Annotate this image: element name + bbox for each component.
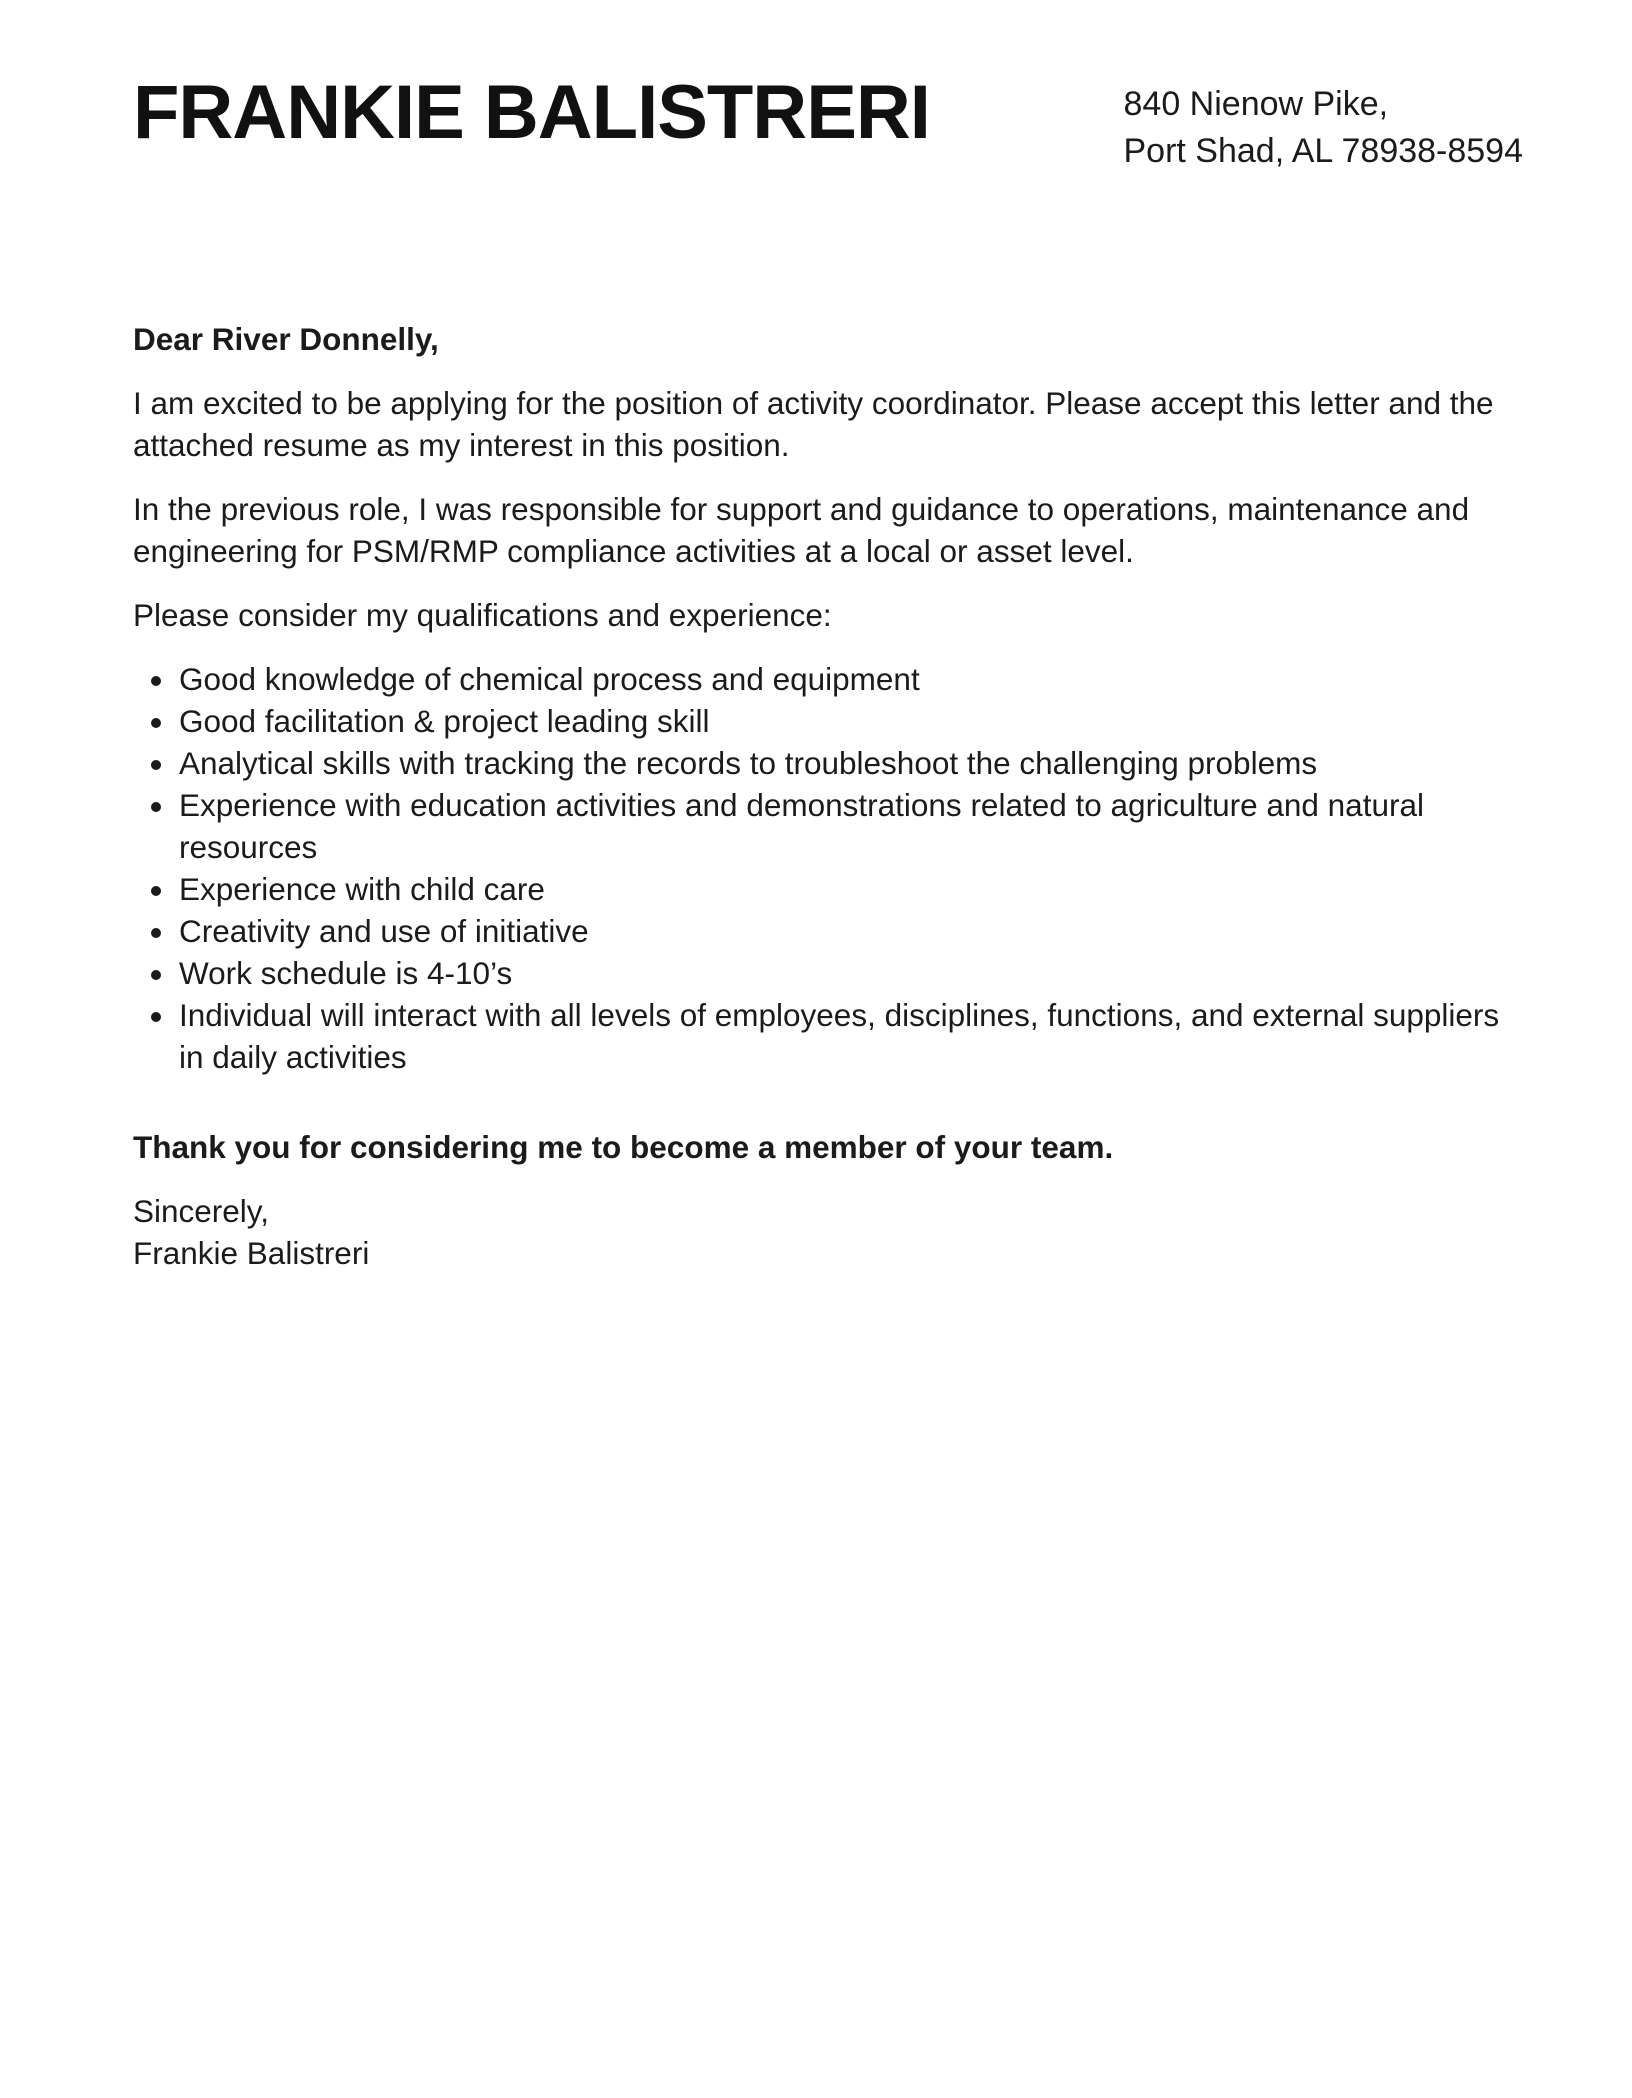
greeting: Dear River Donnelly, — [133, 321, 439, 357]
signature-name: Frankie Balistreri — [133, 1235, 370, 1271]
list-item: • Good facilitation & project leading skill — [177, 700, 1523, 742]
list-item: • Experience with child care — [177, 868, 1523, 910]
paragraph-previous-role: In the previous role, I was responsible for support and guidance to operations, maintenance and engineering for PSM/RMP compliance activities at a local or asset level. — [133, 491, 1470, 569]
list-item: • Work schedule is 4-10’s — [177, 952, 1523, 994]
paragraph-intro: I am excited to be applying for the position of activity coordinator. Please accept this letter and the attached resume as my interest in this position. — [133, 385, 1494, 463]
applicant-name: FRANKIE BALISTRERI — [133, 70, 930, 155]
list-item: • Good knowledge of chemical process and equipment — [177, 658, 1523, 700]
address-line-2: Port Shad, AL 78938-8594 — [1123, 132, 1523, 170]
qualifications-list — [133, 658, 1523, 1078]
letter-header — [133, 70, 1523, 175]
address-line-1: 840 Nienow Pike, — [1123, 85, 1389, 123]
letter-body — [133, 318, 1523, 1274]
signoff: Sincerely, — [133, 1193, 269, 1229]
closing-line: Thank you for considering me to become a member of your team. — [133, 1129, 1114, 1165]
address-block — [1124, 75, 1524, 175]
signoff-block — [133, 1190, 1523, 1274]
list-item: • Creativity and use of initiative — [177, 910, 1523, 952]
list-item: • Experience with education activities and demonstrations related to agriculture and natural resources — [177, 784, 1523, 868]
paragraph-qualifications-lead: Please consider my qualifications and experience: — [133, 597, 832, 633]
list-item: • Individual will interact with all levels of employees, disciplines, functions, and external suppliers in daily activities — [177, 994, 1523, 1078]
list-item: • Analytical skills with tracking the records to troubleshoot the challenging problems — [177, 742, 1523, 784]
